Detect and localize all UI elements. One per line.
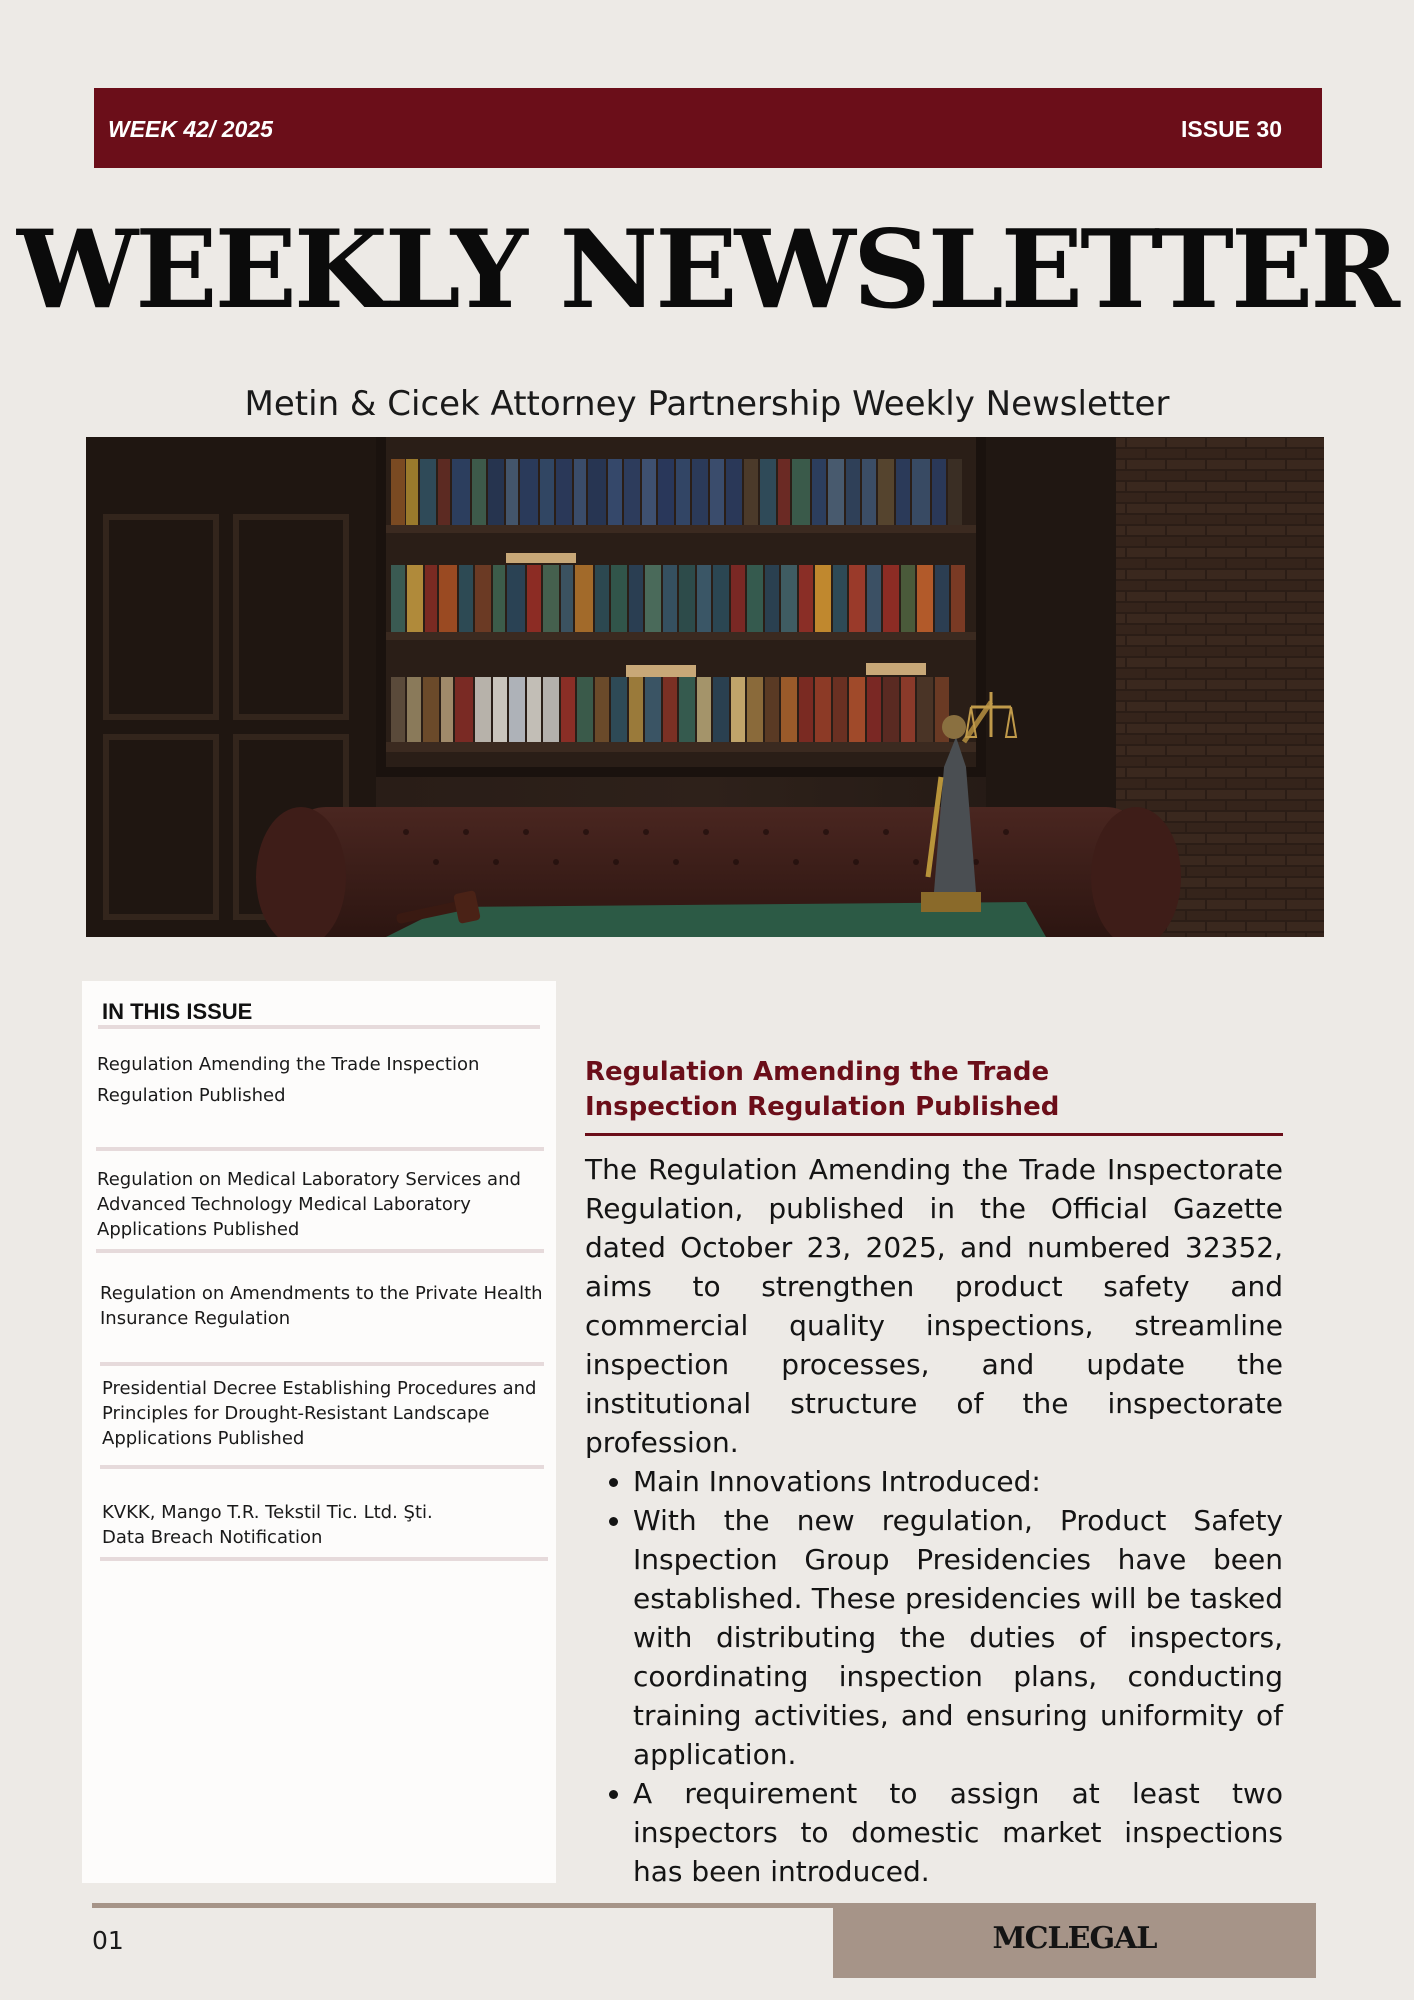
toc-item-drought-resistant-landscape[interactable]: Presidential Decree Establishing Procedures and Principles for Drought-Resistant Landscape Applications Published — [102, 1378, 537, 1449]
toc-divider — [96, 1249, 544, 1253]
toc-item-medical-laboratory[interactable]: Regulation on Medical Laboratory Services and Advanced Technology Medical Laboratory Applications Published — [97, 1169, 521, 1240]
library-photo — [86, 437, 1324, 937]
bullet-item: • With the new regulation, Product Safety Inspection Group Presidencies have been established. These presidencies will be tasked with distributing the duties of inspectors, coordinating inspection plans, conducting training activities, and ensuring uniformity of application. — [633, 1501, 1283, 1774]
week-label: WEEK 42/ 2025 — [108, 116, 273, 142]
hero-image — [86, 437, 1324, 937]
page-subtitle: Metin & Cicek Attorney Partnership Weekly Newsletter — [244, 384, 1170, 424]
issue-label: ISSUE 30 — [1181, 116, 1282, 142]
toc-item-private-health-insurance[interactable]: Regulation on Amendments to the Private Health Insurance Regulation — [100, 1283, 543, 1329]
page-number: 01 — [92, 1926, 124, 1955]
toc-divider — [98, 1025, 540, 1029]
brand-logo: MCLEGAL — [992, 1921, 1157, 1956]
toc-item-trade-inspection[interactable]: Regulation Amending the Trade Inspection Regulation Published — [97, 1054, 480, 1106]
page-title: WEEKLY NEWSLETTER — [16, 207, 1398, 333]
brand-box — [833, 1903, 1316, 1978]
header-bar — [94, 88, 1322, 168]
article-rule — [585, 1133, 1283, 1136]
toc-divider — [100, 1557, 548, 1561]
main-article — [585, 1055, 1283, 1891]
toc-divider — [100, 1362, 544, 1366]
article-body: The Regulation Amending the Trade Inspectorate Regulation, published in the Official Gazette dated October 23, 2025, and numbered 32352, aims to strengthen product safety and commercial quality inspections, streamline inspection processes, and update the institutional structure of the inspectorate profession. — [585, 1153, 1283, 1459]
in-this-issue-panel — [82, 981, 556, 1883]
article-bullets — [585, 1462, 1283, 1891]
footer-rule — [92, 1903, 834, 1908]
bullet-item: • Main Innovations Introduced: — [633, 1462, 1283, 1501]
toc-heading: IN THIS ISSUE — [102, 999, 253, 1024]
toc-item-kvkk-data-breach[interactable]: KVKK, Mango T.R. Tekstil Tic. Ltd. Şti. Data Breach Notification — [102, 1502, 433, 1548]
article-headline: Regulation Amending the Trade Inspection Regulation Published — [585, 1057, 1060, 1122]
toc-divider — [96, 1147, 544, 1151]
bullet-item: • A requirement to assign at least two inspectors to domestic market inspections has been introduced. — [633, 1774, 1283, 1891]
toc-divider — [100, 1465, 544, 1469]
